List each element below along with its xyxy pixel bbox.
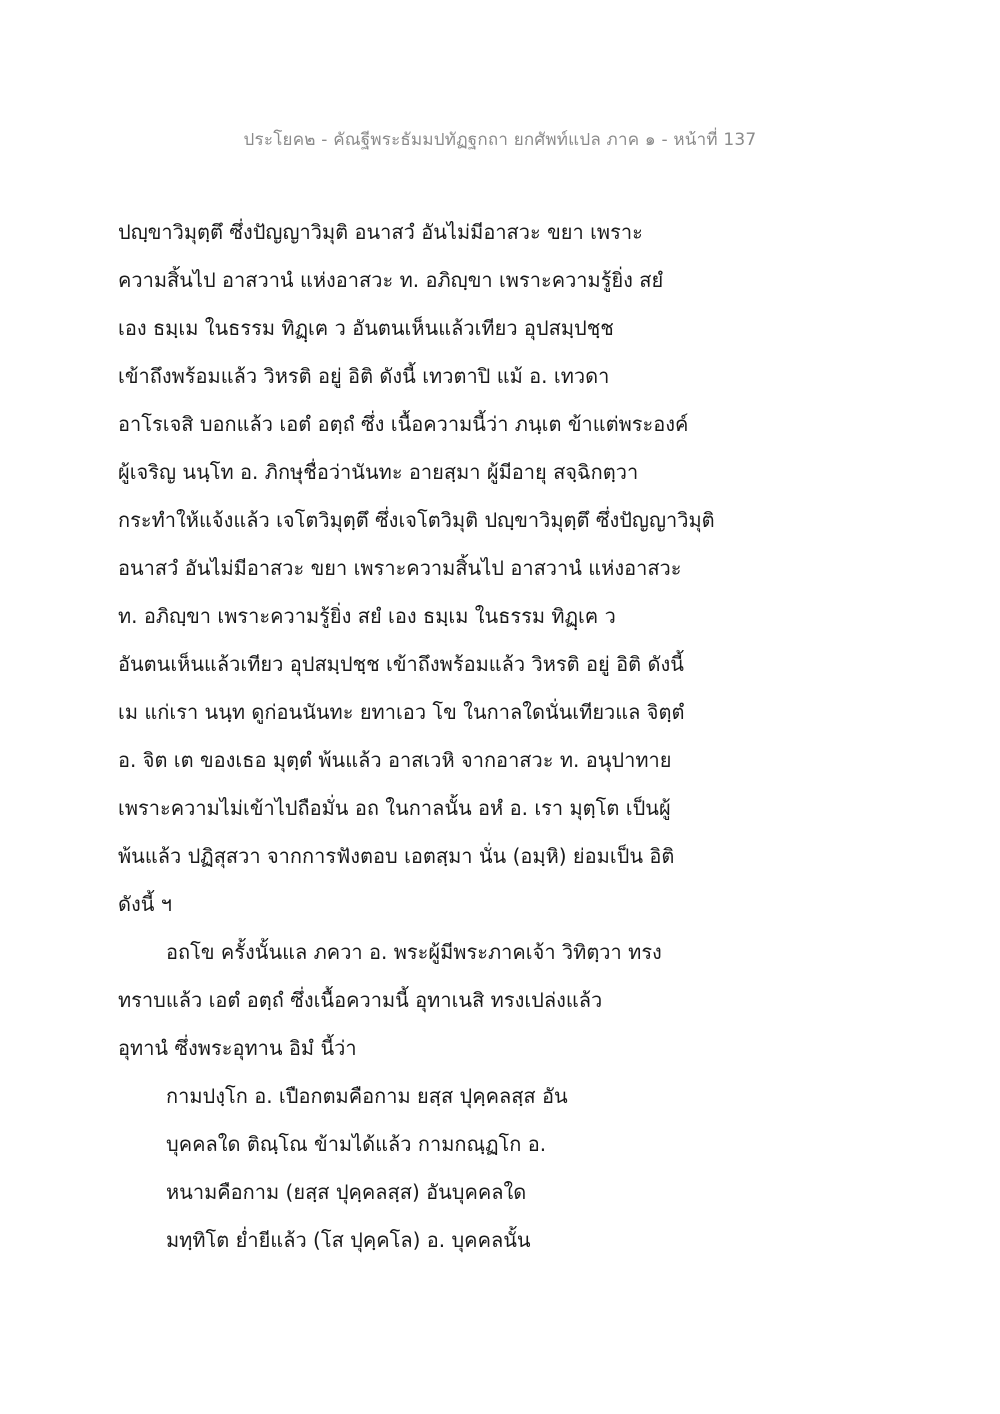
paragraph-2 xyxy=(118,932,728,1076)
verse-block xyxy=(118,1076,728,1268)
text-line: ดังนี้ ฯ xyxy=(118,892,173,916)
body-text xyxy=(118,212,728,1268)
text-line: ความสิ้นไป อาสวานํ แห่งอาสวะ ท. อภิญฺขา เพราะความรู้ยิ่ง สยํ xyxy=(118,268,664,292)
text-line: พ้นแล้ว ปฏิสุสวา จากการฟังตอบ เอตสฺมา นั่น (อมฺหิ) ย่อมเป็น อิติ xyxy=(118,844,675,868)
text-line: ผู้เจริญ นนฺโท อ. ภิกษุชื่อว่านันทะ อายสฺมา ผู้มีอายุ สจฺฉิกตฺวา xyxy=(118,460,639,484)
text-line: ท. อภิญฺขา เพราะความรู้ยิ่ง สยํ เอง ธมฺเม ในธรรม ทิฏฺเฅ ว xyxy=(118,604,616,628)
verse-line: มทฺทิโต ย่ำยีแล้ว (โส ปุคฺคโล) อ. บุคคลนั้น xyxy=(166,1228,531,1252)
verse-line: กามปงฺโก อ. เปือกตมคือกาม ยสฺส ปุคฺคลสฺส อัน xyxy=(166,1084,568,1108)
text-line: เม แก่เรา นนฺท ดูก่อนนันทะ ยทาเอว โข ในกาลใดนั่นเทียวแล จิตฺตํ xyxy=(118,700,685,724)
text-line: อุทานํ ซึ่งพระอุทาน อิมํ นี้ว่า xyxy=(118,1036,357,1060)
text-line: ปญฺขาวิมุตฺตึ ซึ่งปัญญาวิมุติ อนาสวํ อันไม่มีอาสวะ ขยา เพราะ xyxy=(118,220,643,244)
verse-line: หนามคือกาม (ยสฺส ปุคฺคลสฺส) อันบุคคลใด xyxy=(166,1180,527,1204)
text-line: อันตนเห็นแล้วเทียว อุปสมฺปชฺช เข้าถึงพร้อมแล้ว วิหรติ อยู่ อิติ ดังนี้ xyxy=(118,652,684,676)
text-line: อถโข ครั้งนั้นแล ภควา อ. พระผู้มีพระภาคเจ้า วิทิตฺวา ทรง xyxy=(166,940,662,964)
text-line: ทราบแล้ว เอตํ อตฺถํ ซึ่งเนื้อความนี้ อุทาเนสิ ทรงเปล่งแล้ว xyxy=(118,988,603,1012)
text-line: อาโรเจสิ บอกแล้ว เอตํ อตฺถํ ซึ่ง เนื้อความนี้ว่า ภนฺเต ข้าแต่พระองค์ xyxy=(118,412,689,436)
text-line: กระทำให้แจ้งแล้ว เจโตวิมุตฺตึ ซึ่งเจโตวิมุติ ปญฺขาวิมุตฺตึ ซึ่งปัญญาวิมุติ xyxy=(118,508,715,532)
text-line: อ. จิต เต ของเธอ มุตฺตํ พ้นแล้ว อาสเวหิ จากอาสวะ ท. อนุปาทาย xyxy=(118,748,672,772)
verse-line: บุคคลใด ติณฺโณ ข้ามได้แล้ว กามกณฺฏโก อ. xyxy=(166,1132,547,1156)
paragraph-1 xyxy=(118,212,728,932)
text-line: เข้าถึงพร้อมแล้ว วิหรติ อยู่ อิติ ดังนี้ เทวตาปิ แม้ อ. เทวดา xyxy=(118,364,610,388)
text-line: เอง ธมฺเม ในธรรม ทิฏฺเฅ ว อันตนเห็นแล้วเทียว อุปสมฺปชฺช xyxy=(118,316,614,340)
running-header: ประโยค๒ - คัณฐีพระธัมมปทัฏฐกถา ยกศัพท์แปล ภาค ๑ - หน้าที่ 137 xyxy=(243,130,757,150)
text-line: เพราะความไม่เข้าไปถือมั่น อถ ในกาลนั้น อหํ อ. เรา มุตฺโต เป็นผู้ xyxy=(118,796,671,820)
text-line: อนาสวํ อันไม่มีอาสวะ ขยา เพราะความสิ้นไป อาสวานํ แห่งอาสวะ xyxy=(118,556,682,580)
